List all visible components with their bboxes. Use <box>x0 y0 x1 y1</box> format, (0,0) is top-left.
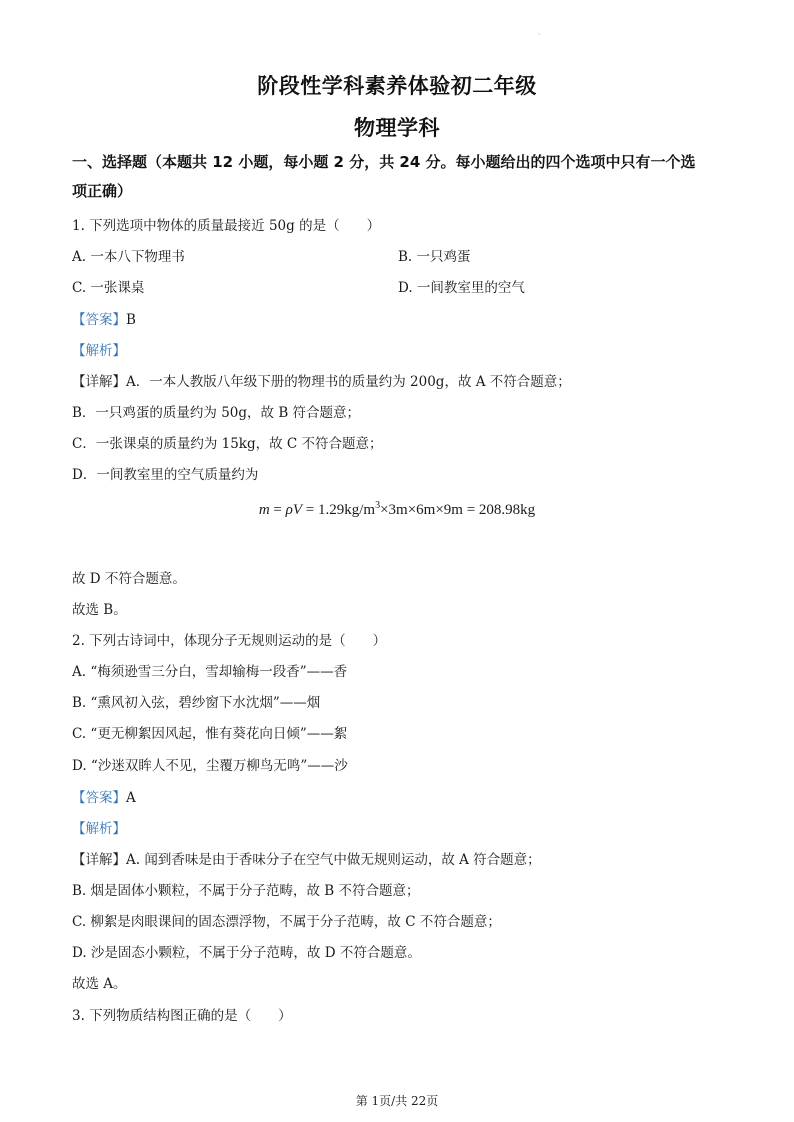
q1-option-b: B. 一只鸡蛋 <box>398 249 471 265</box>
q2-option-a: A. “梅须逊雪三分白，雪却输梅一段香”——香 <box>72 664 348 680</box>
q2-detail-b: B. 烟是固体小颗粒，不属于分子范畴，故 B 不符合题意； <box>72 883 420 899</box>
q1-option-c: C. 一张课桌 <box>72 280 145 296</box>
q2-detail-a-row <box>72 848 541 868</box>
q1-answer-value: B <box>126 312 136 328</box>
q1-answer-tag: 【答案】 <box>72 312 126 328</box>
q3-stem: 3. 下列物质结构图正确的是（ ） <box>72 1008 292 1024</box>
formula-m: m <box>258 502 270 518</box>
q1-stem: 1. 下列选项中物体的质量最接近 50g 的是（ ） <box>72 218 381 234</box>
formula-v: V <box>292 502 303 518</box>
q2-detail-c: C. 柳絮是肉眼课间的固态漂浮物，不属于分子范畴，故 C 不符合题意； <box>72 914 501 930</box>
formula-density: = 1.29kg/m <box>302 502 376 518</box>
section-heading-line1: 一、选择题（本题共 12 小题，每小题 2 分，共 24 分。每小题给出的四个选项中只有一个选 <box>72 153 696 171</box>
q2-detail-d: D. 沙是固态小颗粒，不属于分子范畴，故 D 不符合题意。 <box>72 945 421 961</box>
q1-option-a: A. 一本八下物理书 <box>72 249 185 265</box>
q1-detail-c: C．一张课桌的质量约为 15kg，故 C 不符合题意； <box>72 436 383 452</box>
q1-detail-d: D．一间教室里的空气质量约为 <box>72 467 259 483</box>
q2-analysis-tag: 【解析】 <box>72 821 126 837</box>
page-subtitle: 物理学科 <box>354 116 440 140</box>
page-title: 阶段性学科素养体验初二年级 <box>257 74 537 98</box>
q1-answer-row <box>72 308 136 328</box>
q2-detail-tag: 【详解】 <box>72 852 126 868</box>
q1-formula <box>0 500 794 519</box>
q1-detail-b: B．一只鸡蛋的质量约为 50g，故 B 符合题意； <box>72 405 361 421</box>
q2-answer-row <box>72 786 136 806</box>
q1-analysis-tag: 【解析】 <box>72 343 126 359</box>
q1-option-d: D. 一间教室里的空气 <box>398 280 525 296</box>
formula-exponent: 3 <box>375 500 381 511</box>
formula-rest: ×3m×6m×9m = 208.98kg <box>380 502 536 518</box>
q2-option-c: C. “更无柳絮因风起，惟有葵花向日倾”——絮 <box>72 726 348 742</box>
q2-detail-a: A. 闻到香味是由于香味分子在空气中做无规则运动，故 A 符合题意； <box>126 852 541 868</box>
section-heading-line2: 项正确） <box>72 182 133 200</box>
formula-rho: ρ <box>285 502 293 518</box>
page-number: 第 1页/共 22页 <box>355 1094 439 1108</box>
q2-stem: 2. 下列古诗词中，体现分子无规则运动的是（ ） <box>72 633 387 649</box>
q2-option-b: B. “熏风初入弦，碧纱窗下水沈烟”——烟 <box>72 695 321 711</box>
corner-dot: · <box>538 30 541 39</box>
q1-detail-a-row <box>72 370 571 390</box>
q1-detail-a: A．一本人教版八年级下册的物理书的质量约为 200g，故 A 不符合题意； <box>126 374 571 390</box>
q2-choose: 故选 A。 <box>72 976 127 992</box>
formula-eq: = <box>269 502 286 518</box>
q1-detail-tag: 【详解】 <box>72 374 126 390</box>
q2-answer-value: A <box>126 790 136 806</box>
q2-option-d: D. “沙迷双眸人不见，尘覆万柳鸟无鸣”——沙 <box>72 758 348 774</box>
q2-answer-tag: 【答案】 <box>72 790 126 806</box>
q1-detail-d2: 故 D 不符合题意。 <box>72 571 186 587</box>
q1-choose: 故选 B。 <box>72 602 127 618</box>
